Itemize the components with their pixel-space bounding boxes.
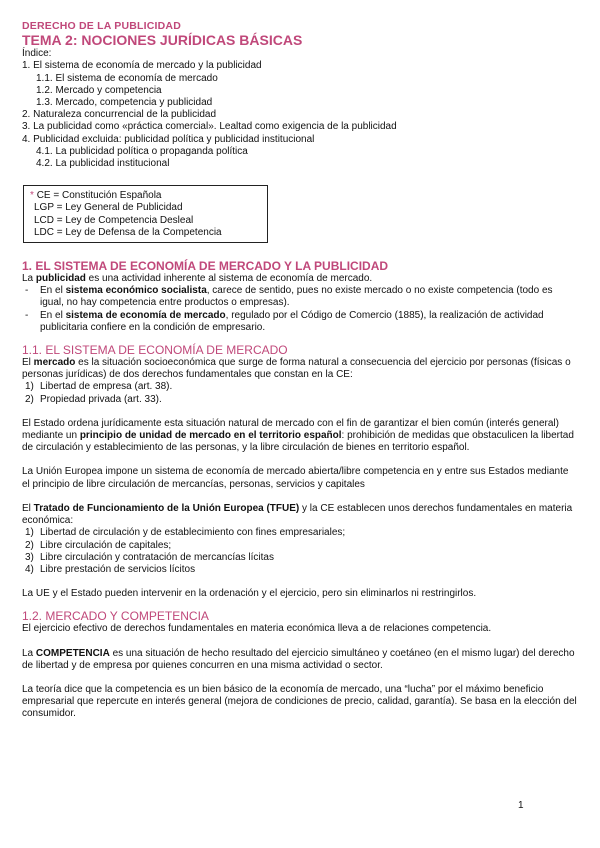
asterisk-mark: *	[30, 190, 34, 202]
section-1	[22, 259, 578, 334]
list-item: 1) Libertad de empresa (art. 38).	[25, 381, 173, 393]
toc-item: 1. El sistema de economía de mercado y la publicidad	[22, 60, 262, 72]
section-1-2	[22, 609, 578, 720]
paragraph: La teoría dice que la competencia es un bien básico de la economía de mercado, una “lucha” por el máximo beneficio empresarial que repercute en interés general (mejora de condiciones de precio, calidad, garantía). Se basa en la elección del consumidor.	[22, 683, 577, 720]
toc-label: Índice:	[22, 48, 52, 60]
section-heading: 1. EL SISTEMA DE ECONOMÍA DE MERCADO Y LA PUBLICIDAD	[22, 259, 389, 274]
toc-item: 4.2. La publicidad institucional	[36, 158, 170, 170]
abbreviation-item: LGP = Ley General de Publicidad	[34, 202, 183, 214]
toc-item: 3. La publicidad como «práctica comercial». Lealtad como exigencia de la publicidad	[22, 121, 397, 133]
abbreviation-item: CE = Constitución Española	[36, 190, 162, 202]
toc-item: 1.1. El sistema de economía de mercado	[36, 72, 218, 84]
abbreviation-item: LDC = Ley de Defensa de la Competencia	[34, 226, 222, 238]
subject-heading: DERECHO DE LA PUBLICIDAD	[22, 20, 181, 32]
toc-item: 2. Naturaleza concurrencial de la publicidad	[22, 109, 217, 121]
paragraph: El Estado ordena jurídicamente esta situación natural de mercado con el fin de garantizar el bien común (interés general) mediante un principio de unidad de mercado en el territorio español: prohibición de medidas que obstaculicen la libertad de circulación y establecimiento de las personas, y la libre circulación de bienes en territorio español.	[22, 417, 574, 454]
toc-item: 4. Publicidad excluida: publicidad política y publicidad institucional	[22, 133, 315, 145]
abbreviation-item: LCD = Ley de Competencia Desleal	[34, 214, 194, 226]
list-item: 3) Libre circulación y contratación de mercancías lícitas	[25, 551, 274, 563]
subsection-heading: 1.2. MERCADO Y COMPETENCIA	[22, 609, 209, 624]
paragraph: La COMPETENCIA es una situación de hecho resultado del ejercicio simultáneo y coetáneo (en el mismo lugar) del derecho de libertad y de empresa por quienes concurren en una misma actividad o sector.	[22, 647, 575, 671]
paragraph: La UE y el Estado pueden intervenir en la ordenación y el ejercicio, pero sin eliminarlos ni restringirlos.	[22, 588, 477, 600]
topic-title: TEMA 2: NOCIONES JURÍDICAS BÁSICAS	[22, 32, 303, 49]
toc-item: 1.3. Mercado, competencia y publicidad	[36, 97, 213, 109]
subsection-heading: 1.1. EL SISTEMA DE ECONOMÍA DE MERCADO	[22, 343, 288, 358]
paragraph: El Tratado de Funcionamiento de la Unión Europea (TFUE) y la CE establecen unos derechos fundamentales en materia económica:	[22, 502, 573, 527]
bullet-item: - En el sistema de economía de mercado, regulado por el Código de Comercio (1885), la realización de actividad publicitaria confiere en la condición de empresario.	[25, 309, 544, 333]
section-1-1	[22, 343, 578, 600]
toc-item: 1.2. Mercado y competencia	[36, 84, 162, 96]
abbreviations-box	[23, 185, 268, 243]
page-number: 1	[518, 800, 524, 811]
paragraph: La Unión Europea impone un sistema de economía de mercado abierta/libre competencia en y entre sus Estados mediante el principio de libre circulación de mercancías, personas, servicios y capitales	[22, 466, 569, 490]
table-of-contents	[22, 48, 578, 170]
paragraph: El mercado es la situación socioeconómica que surge de forma natural a consecuencia del ejercicio por personas (físicas o personas jurídicas) de dos derechos fundamentales que constan en la CE:	[22, 357, 571, 381]
toc-item: 4.1. La publicidad política o propaganda política	[36, 145, 248, 157]
list-item: 2) Propiedad privada (art. 33).	[25, 393, 162, 405]
paragraph: El ejercicio efectivo de derechos fundamentales en materia económica lleva a de relaciones competencia.	[22, 623, 492, 635]
bullet-item: - En el sistema económico socialista, carece de sentido, pues no existe mercado o no existe competencia (todo es igual, no hay competencia entre productos o empresas).	[25, 285, 553, 309]
list-item: 4) Libre prestación de servicios lícitos	[25, 563, 196, 575]
document-page	[22, 20, 578, 721]
paragraph: La publicidad es una actividad inherente al sistema de economía de mercado.	[22, 273, 373, 285]
list-item: 1) Libertad de circulación y de establecimiento con fines empresariales;	[25, 527, 346, 539]
list-item: 2) Libre circulación de capitales;	[25, 539, 172, 551]
